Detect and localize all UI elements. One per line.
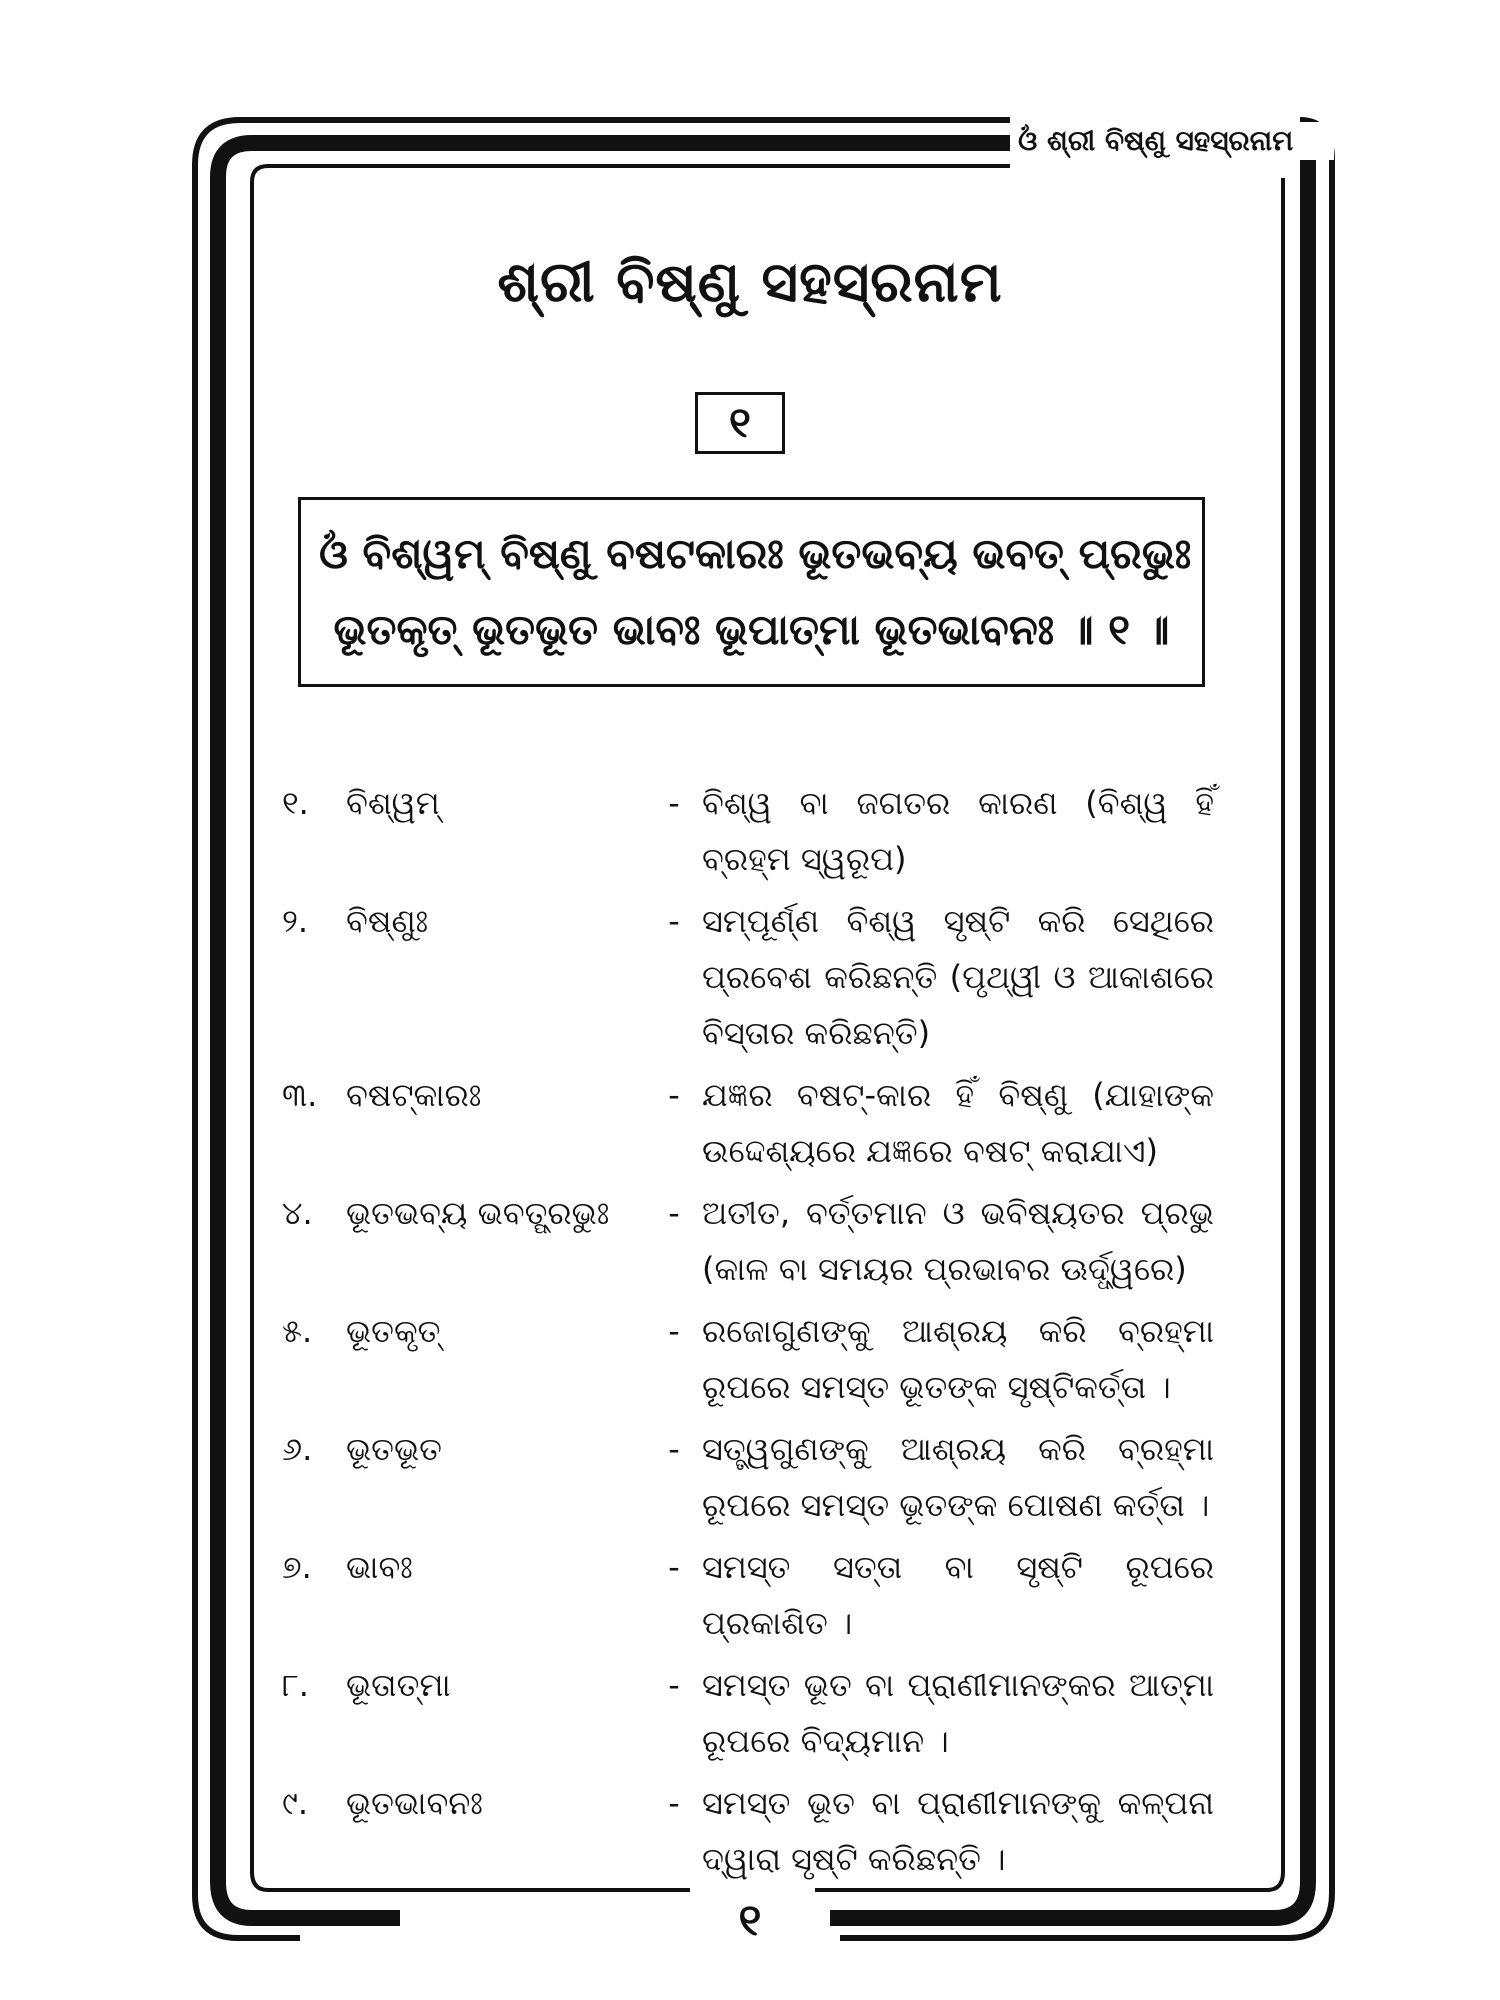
verse-box bbox=[298, 497, 1205, 687]
header-label: ଓଁ ଶ୍ରୀ ବିଷ୍ଣୁ ସହସ୍ରନାମ bbox=[1012, 122, 1334, 160]
entry-meaning: ସମସ୍ତ ଭୂତ ବା ପ୍ରାଣୀମାନଙ୍କର ଆତ୍ମା ରୂପରେ ବିଦ୍ୟମାନ । bbox=[702, 1666, 1214, 1760]
entry-meaning: ସମସ୍ତ ସତ୍ତା ବା ସୃଷ୍ଟି ରୂପରେ ପ୍ରକାଶିତ । bbox=[702, 1548, 1214, 1642]
entry-number: ୮. bbox=[282, 1666, 309, 1704]
entry-number: ୭. bbox=[282, 1548, 312, 1586]
glossary-entry bbox=[282, 1775, 1232, 1887]
page-number: ୧ bbox=[700, 1895, 800, 1946]
entry-number: ୩. bbox=[282, 1076, 318, 1114]
entry-meaning: ସମ୍ପୂର୍ଣ୍ଣ ବିଶ୍ୱ ସୃଷ୍ଟି କରି ସେଥିରେ ପ୍ରବେଶ କରିଛନ୍ତି (ପୃଥ୍ୱୀ ଓ ଆକାଶରେ ବିସ୍ତାର କରିଛନ୍ତି) bbox=[702, 902, 1214, 1052]
entry-term: ଭୂତଭାବନଃ bbox=[346, 1784, 483, 1822]
entry-meaning: ଅତୀତ, ବର୍ତ୍ତମାନ ଓ ଭବିଷ୍ୟତର ପ୍ରଭୁ (କାଳ ବା ସମୟର ପ୍ରଭାବର ଊର୍ଦ୍ଧ୍ୱରେ) bbox=[702, 1194, 1214, 1288]
glossary-entry bbox=[282, 775, 1232, 887]
entry-meaning: ସମସ୍ତ ଭୂତ ବା ପ୍ରାଣୀମାନଙ୍କୁ କଳ୍ପନା ଦ୍ୱାରା ସୃଷ୍ଟି କରିଛନ୍ତି । bbox=[702, 1784, 1214, 1878]
verse-line-2: ଭୂତକୃତ୍ ଭୂତଭୂତ ଭାବଃ ଭୂପାତ୍ମା ଭୂତଭାବନଃ ॥ ୧ ॥ bbox=[333, 605, 1170, 654]
entry-dash: - bbox=[668, 1666, 680, 1704]
entry-term: ବିଷ୍ଣୁଃ bbox=[346, 902, 429, 940]
glossary-entry bbox=[282, 1067, 1232, 1179]
glossary-list bbox=[282, 775, 1232, 1893]
entry-term: ବଷଟ୍କାରଃ bbox=[346, 1076, 482, 1114]
entry-dash: - bbox=[668, 784, 680, 822]
entry-dash: - bbox=[668, 1312, 680, 1350]
entry-term: ବିଶ୍ୱମ୍ bbox=[346, 784, 440, 822]
verse-line-1: ଓଁ ବିଶ୍ୱମ୍ ବିଷ୍ଣୁ ବଷଟକାରଃ ଭୂତଭବ୍ୟ ଭବତ୍ ପ୍ରଭୁଃ bbox=[319, 529, 1192, 578]
entry-meaning: ସତ୍ତ୍ୱଗୁଣଙ୍କୁ ଆଶ୍ରୟ କରି ବ୍ରହ୍ମା ରୂପରେ ସମସ୍ତ ଭୂତଙ୍କ ପୋଷଣ କର୍ତ୍ତା । bbox=[702, 1430, 1214, 1524]
entry-meaning: ରଜୋଗୁଣଙ୍କୁ ଆଶ୍ରୟ କରି ବ୍ରହ୍ମା ରୂପରେ ସମସ୍ତ ଭୂତଙ୍କ ସୃଷ୍ଟିକର୍ତ୍ତା । bbox=[702, 1312, 1214, 1406]
entry-number: ୨. bbox=[282, 902, 309, 940]
page-title: ଶ୍ରୀ ବିଷ୍ଣୁ ସହସ୍ରନାମ bbox=[497, 250, 1003, 315]
entry-dash: - bbox=[668, 1194, 680, 1232]
entry-dash: - bbox=[668, 1430, 680, 1468]
entry-dash: - bbox=[668, 1076, 680, 1114]
chapter-number-box bbox=[695, 392, 785, 454]
glossary-entry bbox=[282, 1657, 1232, 1769]
entry-term: ଭୂତକୃତ୍ bbox=[346, 1312, 441, 1350]
entry-term: ଭୂତଭବ୍ୟ ଭବତ୍ପ୍ରଭୁଃ bbox=[346, 1194, 610, 1232]
entry-term: ଭାବଃ bbox=[346, 1548, 413, 1586]
entry-dash: - bbox=[668, 902, 680, 940]
entry-dash: - bbox=[668, 1548, 680, 1586]
glossary-entry bbox=[282, 1539, 1232, 1651]
entry-term: ଭୂତଭୂତ bbox=[346, 1430, 443, 1468]
glossary-entry bbox=[282, 893, 1232, 1061]
glossary-entry bbox=[282, 1185, 1232, 1297]
glossary-entry bbox=[282, 1421, 1232, 1533]
entry-dash: - bbox=[668, 1784, 680, 1822]
entry-number: ୯. bbox=[282, 1784, 309, 1822]
entry-number: ୧. bbox=[282, 784, 309, 822]
entry-meaning: ବିଶ୍ୱ ବା ଜଗତର କାରଣ (ବିଶ୍ୱ ହିଁ ବ୍ରହ୍ମ ସ୍ୱରୂପ) bbox=[702, 784, 1214, 878]
entry-number: ୫. bbox=[282, 1312, 313, 1350]
entry-number: ୬. bbox=[282, 1430, 313, 1468]
chapter-number: ୧ bbox=[729, 398, 751, 447]
entry-term: ଭୂତାତ୍ମା bbox=[346, 1666, 451, 1704]
entry-number: ୪. bbox=[282, 1194, 313, 1232]
entry-meaning: ଯଜ୍ଞର ବଷଟ୍-କାର ହିଁ ବିଷ୍ଣୁ (ଯାହାଙ୍କ ଉଦ୍ଦେଶ୍ୟରେ ଯଜ୍ଞରେ ବଷଟ୍ କରାଯାଏ) bbox=[702, 1076, 1214, 1170]
glossary-entry bbox=[282, 1303, 1232, 1415]
